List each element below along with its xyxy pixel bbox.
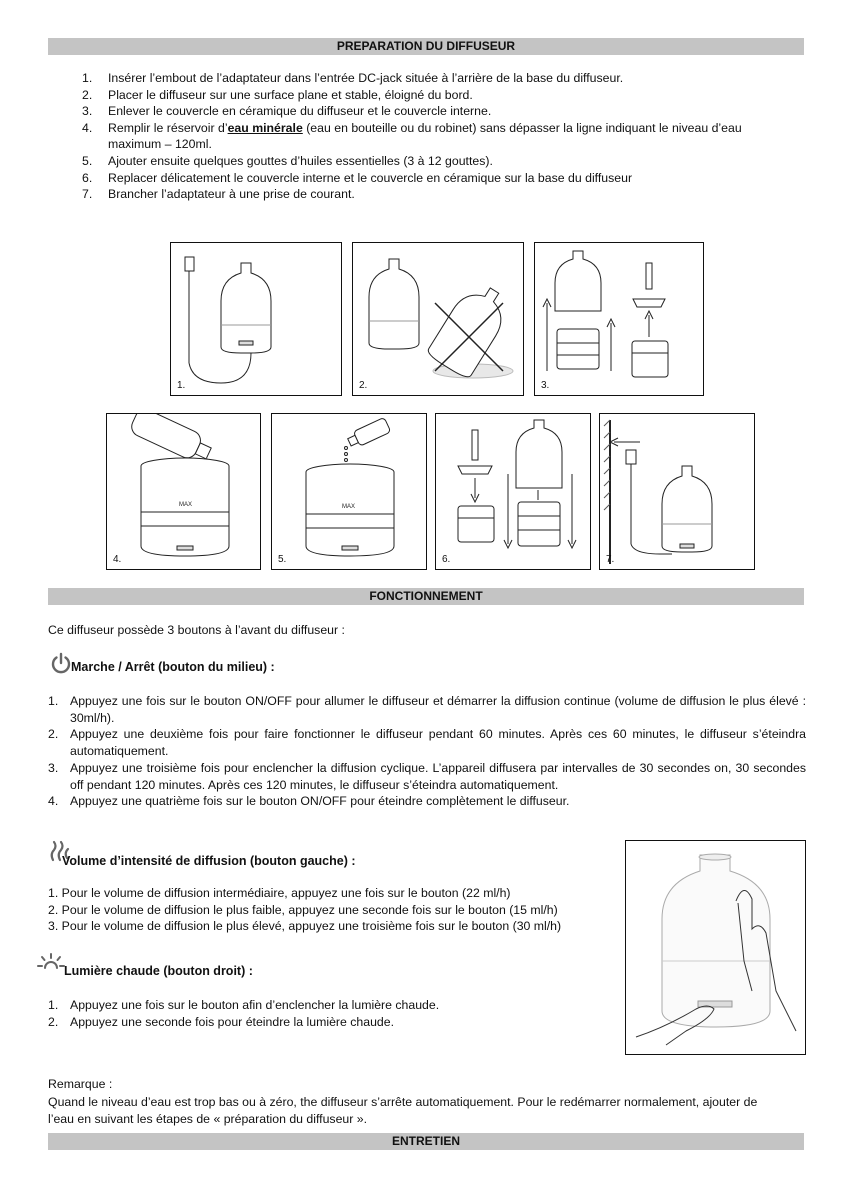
power-icon — [50, 652, 72, 677]
volume-step: 2. Pour le volume de diffusion le plus faible, appuyez une seconde fois sur le bouton (15 ml/h) — [48, 902, 558, 917]
light-step: 1. Appuyez une fois sur le bouton afin d’enclencher la lumière chaude. — [48, 998, 440, 1012]
remark-label: Remarque : — [48, 1077, 113, 1091]
sun-icon — [36, 952, 66, 977]
figure-step-6 — [435, 413, 591, 570]
onoff-step: 4. Appuyez une quatrième fois sur le bouton ON/OFF pour éteindre complètement le diffuseur. — [48, 794, 570, 809]
figure-step-4 — [106, 413, 261, 570]
section-header-preparation: PREPARATION DU DIFFUSEUR — [48, 38, 804, 55]
prep-step: 4. Remplir le réservoir d’eau minérale (eau en bouteille ou du robinet) sans dépasser la ligne indiquant le niveau d’eau maximum – 120ml. — [82, 120, 742, 152]
remark-text: Quand le niveau d’eau est trop bas ou à zéro, the diffuseur s’arrête automatiquement. Pour le redémarrer normalement, ajouter de l’eau en suivant les étapes de « préparation du diffuseur ». — [48, 1095, 758, 1126]
prep-step: 6. Replacer délicatement le couvercle interne et le couvercle en céramique sur la base du diffuseur — [82, 170, 633, 185]
volume-step: 1. Pour le volume de diffusion intermédiaire, appuyez une fois sur le bouton (22 ml/h) — [48, 886, 511, 900]
onoff-step: 2. Appuyez une deuxième fois pour faire fonctionner le diffuseur pendant 60 minutes. Après ces 60 minutes, le diffuseur s’éteindra automatiquement. — [48, 727, 806, 759]
buttons-intro: Ce diffuseur possède 3 boutons à l’avant du diffuseur : — [48, 623, 345, 637]
figure-step-2 — [352, 242, 524, 396]
figure-step-1 — [170, 242, 342, 396]
figure-label: 3. — [541, 380, 550, 391]
section-header-fonctionnement: FONCTIONNEMENT — [48, 588, 804, 605]
figure-label: 2. — [359, 380, 368, 391]
onoff-step: 1. Appuyez une fois sur le bouton ON/OFF pour allumer le diffuseur et démarrer la diffusion continue (volume de diffusion le plus élevé : 30ml/h). — [48, 694, 806, 725]
figure-step-5 — [271, 413, 427, 570]
figure-label: 7. — [606, 554, 615, 565]
figure-label: 5. — [278, 554, 287, 565]
light-heading: Lumière chaude (bouton droit) : — [64, 964, 253, 978]
onoff-heading: Marche / Arrêt (bouton du milieu) : — [71, 660, 275, 674]
figure-label: 4. — [113, 554, 122, 565]
volume-steps — [48, 885, 608, 935]
max-line-label: MAX — [342, 504, 356, 510]
figure-step-7 — [599, 413, 755, 570]
figure-hand-buttons — [625, 840, 806, 1055]
figure-label: 1. — [177, 380, 186, 391]
onoff-step: 3. Appuyez une troisième fois pour enclencher la diffusion cyclique. L’appareil diffusera par intervalles de 30 secondes on, 30 secondes off pendant 120 minutes. Après ces 120 minutes, le diffuseur s’éteindra automatiquement. — [48, 760, 806, 792]
light-step: 2. Appuyez une seconde fois pour éteindre la lumière chaude. — [48, 1014, 395, 1029]
onoff-steps — [48, 693, 806, 810]
prep-step: 2. Placer le diffuseur sur une surface plane et stable, éloigné du bord. — [82, 87, 473, 102]
emphasis-mineral-water: eau minérale — [227, 120, 303, 135]
figure-label: 6. — [442, 554, 451, 565]
max-line-label: MAX — [179, 502, 193, 508]
prep-step: 5. Ajouter ensuite quelques gouttes d’huiles essentielles (3 à 12 gouttes). — [82, 153, 493, 168]
figure-step-3 — [534, 242, 704, 396]
section-header-entretien: ENTRETIEN — [48, 1133, 804, 1150]
volume-step: 3. Pour le volume de diffusion le plus élevé, appuyez une troisième fois sur le bouton (30 ml/h) — [48, 919, 562, 934]
preparation-steps — [82, 70, 782, 203]
prep-step: 7. Brancher l’adaptateur à une prise de courant. — [82, 187, 355, 202]
volume-heading: Volume d’intensité de diffusion (bouton gauche) : — [62, 854, 356, 868]
prep-step: 1. Insérer l’embout de l’adaptateur dans l’entrée DC-jack située à l’arrière de la base du diffuseur. — [82, 71, 624, 85]
prep-step: 3. Enlever le couvercle en céramique du diffuseur et le couvercle interne. — [82, 104, 492, 119]
